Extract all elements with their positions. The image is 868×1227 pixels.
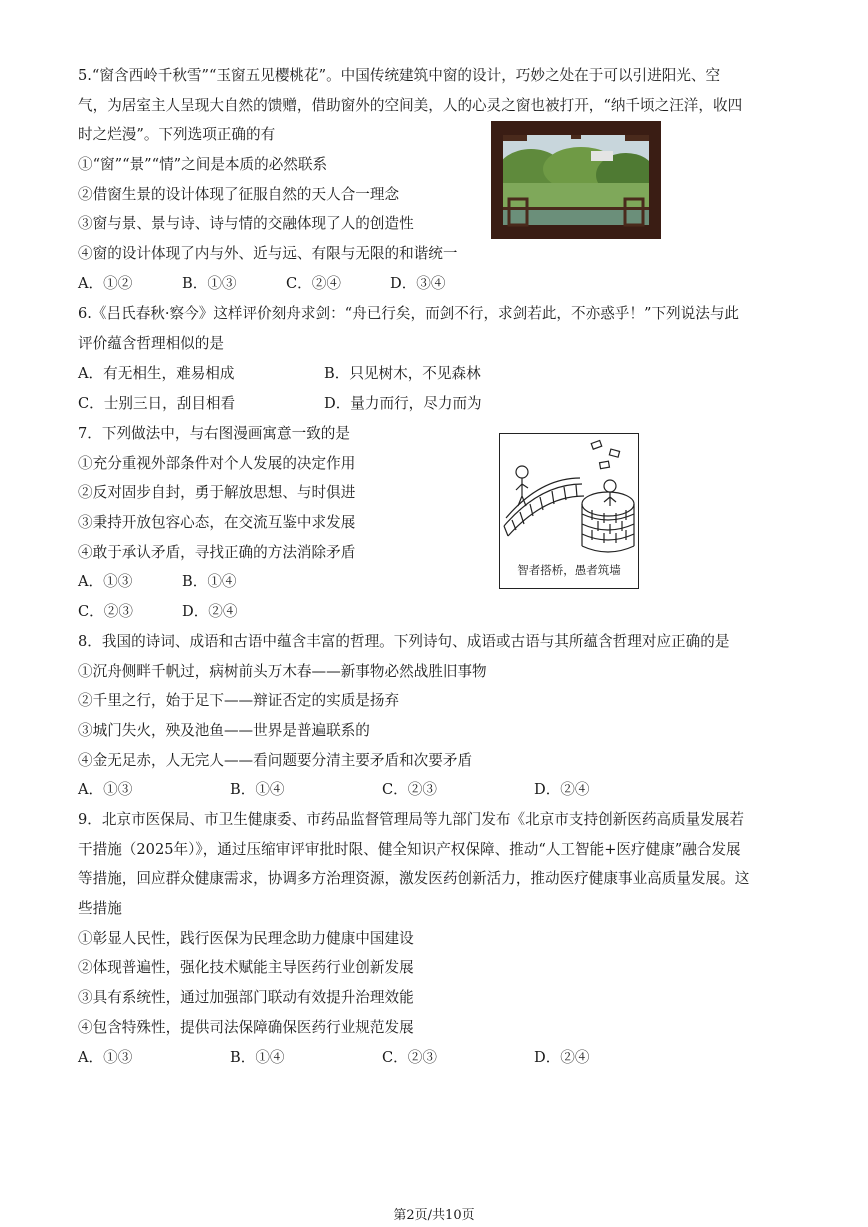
q7-option-b: B．①④ — [182, 573, 237, 590]
cartoon-drawing — [500, 434, 638, 562]
q9-option-a: A．①③ — [78, 1049, 133, 1066]
q9-stem-line-3: 等措施，回应群众健康需求，协调多方治理资源，激发医药创新活力，推动医疗健康事业高质量发展。这 — [78, 870, 750, 887]
q7-option-a: A．①③ — [78, 573, 133, 590]
q6-option-b: B．只见树木，不见森林 — [324, 365, 481, 382]
q5-statement-2: ②借窗生景的设计体现了征服自然的天人合一理念 — [78, 186, 400, 203]
q8-stem-line-1: 8．我国的诗词、成语和古语中蕴含丰富的哲理。下列诗句、成语或古语与其所蕴含哲理对应正确的是 — [78, 633, 730, 650]
q8-statement-1: ①沉舟侧畔千帆过，病树前头万木春——新事物必然战胜旧事物 — [78, 663, 487, 680]
q9-stem-line-1: 9．北京市医保局、市卫生健康委、市药品监督管理局等九部门发布《北京市支持创新医药高质量发展若 — [78, 811, 745, 828]
q9-statement-1: ①彰显人民性，践行医保为民理念助力健康中国建设 — [78, 930, 414, 947]
q9-option-d: D．②④ — [534, 1049, 590, 1066]
cartoon-caption: 智者搭桥，愚者筑墙 — [517, 563, 621, 577]
q7-option-c: C．②③ — [78, 603, 133, 620]
q6-option-a: A．有无相生，难易相成 — [78, 365, 235, 382]
q5-option-a: A．①② — [78, 275, 133, 292]
q8-statement-4: ④金无足赤，人无完人——看问题要分清主要矛盾和次要矛盾 — [78, 752, 473, 769]
q7-statement-4: ④敢于承认矛盾，寻找正确的方法消除矛盾 — [78, 544, 356, 561]
q8-option-a: A．①③ — [78, 781, 133, 798]
q5-statement-3: ③窗与景、景与诗、诗与情的交融体现了人的创造性 — [78, 215, 414, 232]
bridge-wall-cartoon — [499, 433, 639, 589]
q7-statement-1: ①充分重视外部条件对个人发展的决定作用 — [78, 455, 356, 472]
q5-stem-line-3: 时之烂漫”。下列选项正确的有 — [78, 126, 276, 143]
q9-statement-3: ③具有系统性，通过加强部门联动有效提升治理效能 — [78, 989, 414, 1006]
q9-statement-2: ②体现普遍性，强化技术赋能主导医药行业创新发展 — [78, 959, 414, 976]
q9-option-b: B．①④ — [230, 1049, 285, 1066]
q6-stem-line-2: 评价蕴含哲理相似的是 — [78, 335, 224, 352]
q5-option-c: C．②④ — [286, 275, 341, 292]
q5-stem-line-2: 气，为居室主人呈现大自然的馈赠，借助窗外的空间美，人的心灵之窗也被打开，“纳千顷之汪洋，收四 — [78, 97, 743, 114]
q9-stem-line-4: 些措施 — [78, 900, 122, 917]
q5-option-b: B．①③ — [182, 275, 237, 292]
q6-option-c: C．士别三日，刮目相看 — [78, 395, 236, 412]
q8-option-b: B．①④ — [230, 781, 285, 798]
q8-option-d: D．②④ — [534, 781, 590, 798]
q7-option-d: D．②④ — [182, 603, 238, 620]
q5-statement-1: ①“窗”“景”“情”之间是本质的必然联系 — [78, 156, 328, 173]
window-landscape-photo — [491, 121, 661, 239]
q5-option-d: D．③④ — [390, 275, 446, 292]
q8-statement-3: ③城门失火，殃及池鱼——世界是普遍联系的 — [78, 722, 370, 739]
q5-stem-line-1: 5.“窗含西岭千秋雪”“玉窗五见樱桃花”。中国传统建筑中窗的设计，巧妙之处在于可以引进阳光、空 — [78, 67, 721, 84]
q7-statement-2: ②反对固步自封，勇于解放思想、与时俱进 — [78, 484, 356, 501]
q5-statement-4: ④窗的设计体现了内与外、近与远、有限与无限的和谐统一 — [78, 245, 458, 262]
q6-stem-line-1: 6.《吕氏春秋·察今》这样评价刻舟求剑：“舟已行矣，而剑不行，求剑若此，不亦惑乎！”下列说法与此 — [78, 305, 740, 322]
q6-option-d: D．量力而行，尽力而为 — [324, 395, 482, 412]
q9-statement-4: ④包含特殊性，提供司法保障确保医药行业规范发展 — [78, 1019, 414, 1036]
q9-stem-line-2: 干措施（2025年）》，通过压缩审评审批时限、健全知识产权保障、推动“人工智能+医疗健康”融合发展 — [78, 841, 741, 858]
q8-statement-2: ②千里之行，始于足下——辩证否定的实质是扬弃 — [78, 692, 400, 709]
q7-stem-line-1: 7．下列做法中，与右图漫画寓意一致的是 — [78, 425, 350, 442]
page-number: 第2页/共10页 — [393, 1208, 475, 1223]
q8-option-c: C．②③ — [382, 781, 437, 798]
q9-option-c: C．②③ — [382, 1049, 437, 1066]
q7-statement-3: ③秉持开放包容心态，在交流互鉴中求发展 — [78, 514, 356, 531]
